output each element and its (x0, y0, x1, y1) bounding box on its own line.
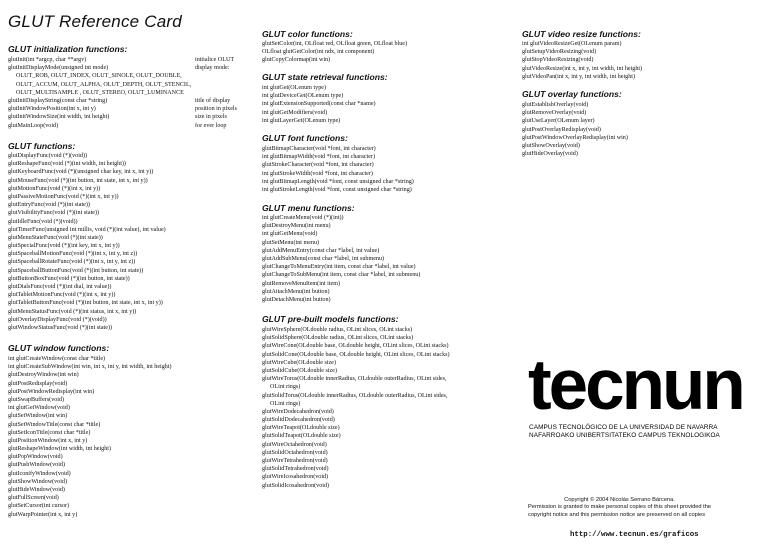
models-line: glutSolidIcosahedron(void) (262, 482, 330, 489)
window-line: glutReshapeWindow(int width, int height) (8, 446, 111, 453)
init-note (195, 89, 237, 97)
video-line: glutVideoPan(int x, int y, int width, int height) (522, 73, 635, 80)
init-line: glutMainLoop(void) (8, 122, 59, 129)
models-line: OLint rings) (270, 400, 301, 407)
glut-line: glutReshapeFunc(void (*)(int width, int height)) (8, 161, 126, 168)
tecnun-logo: tecnun (528, 346, 743, 425)
overlay-line: glutShowOverlay(void) (522, 142, 580, 149)
logo-subtitle-1: CAMPUS TECNOLÓGICO DE LA UNIVERSIDAD DE NAVARRA (529, 424, 718, 431)
init-note (195, 72, 237, 80)
models-line: glutWireSphere(OLdouble radius, OLint slices, OLint stacks) (262, 327, 413, 333)
section-title-window: GLUT window functions: (8, 343, 110, 353)
state-line: int glutExtensionSupported(const char *name) (262, 101, 376, 108)
video-list (522, 40, 642, 81)
models-line: glutWireIcosahedron(void) (262, 474, 329, 481)
window-line: glutWarpPointer(int x, int y) (8, 511, 78, 518)
window-line: glutDestroyWindow(int win) (8, 372, 79, 379)
state-line: int glutLayerGet(OLenum type) (262, 117, 341, 124)
overlay-line: glutRemoveOverlay(void) (522, 110, 587, 117)
website-link[interactable]: http://www.tecnun.es/graficos (570, 531, 699, 539)
models-list (262, 326, 450, 490)
menu-line: glutDetachMenu(int button) (262, 296, 331, 303)
models-line: glutWireDodecahedron(void) (262, 408, 334, 415)
overlay-line: glutPostWindowOverlayRedisplay(int win) (522, 134, 628, 141)
glut-line: glutButtonBoxFunc(void (*)(int button, int state)) (8, 275, 130, 282)
models-line: glutWireCone(OLdouble base, OLdouble height, OLint slices, OLint stacks) (262, 343, 449, 350)
glut-line: glutSpaceballMotionFunc(void (*)(int x, int y, int z)) (8, 251, 138, 258)
models-line: glutSolidCone(OLdouble base, OLdouble height, OLint slices, OLint stacks) (262, 351, 450, 358)
window-line: glutSetIconTitle(const char *title) (8, 429, 91, 436)
init-line: glutInitDisplayString(const char *string) (8, 97, 108, 104)
models-line: glutWireTeapot(OLdouble size) (262, 425, 340, 432)
models-line: glutSolidDodecahedron(void) (262, 417, 335, 424)
font-list (262, 145, 414, 194)
section-title-color: GLUT color functions: (262, 29, 353, 39)
overlay-line: glutEstablishOverlay(void) (522, 102, 589, 108)
glut-line: glutDialsFunc(void (*)(int dial, int value)) (8, 284, 112, 290)
overlay-line: glutPostOverlayRedisplay(void) (522, 126, 601, 133)
window-line: int glutCreateWindow(const char *title) (8, 356, 106, 362)
glut-line: glutSpecialFunc(void (*)(int key, int x, int y)) (8, 243, 120, 250)
state-line: int glutGet(OLenum type) (262, 85, 326, 91)
window-line: int glutGetWindow(void) (8, 405, 70, 412)
glut-line: glutMouseFunc(void (*)(int button, int state, int x, int y)) (8, 177, 148, 184)
glut-line: glutTabletButtonFunc(void (*)(int button, int state, int x, int y)) (8, 300, 163, 307)
state-list (262, 84, 376, 125)
models-line: glutWireCube(OLdouble size) (262, 359, 337, 366)
window-list (8, 355, 172, 519)
menu-line: glutAddMenuEntry(const char *label, int value) (262, 247, 380, 254)
init-note: initialice OLUT (195, 57, 235, 63)
page-title: GLUT Reference Card (8, 12, 182, 31)
window-line: glutHideWindow(void) (8, 487, 65, 493)
state-line: int glutGetModifiers(void) (262, 109, 328, 116)
init-note: display mode: (195, 65, 230, 72)
font-line: glutBitmapCharacter(void *font, int character) (262, 146, 376, 152)
window-line: glutPopWindow(void) (8, 454, 63, 461)
glut-line: glutSpaceballButtonFunc(void (*)(int button, int state)) (8, 267, 144, 274)
glut-line: glutEntryFunc(void (*)(int state)) (8, 202, 90, 209)
video-line: int glutVideoResizeGet(OLenum param) (522, 41, 622, 47)
copyright-line-1: Copyright © 2004 Nicolás Serrano Bárcena. (564, 497, 675, 503)
models-line: OLint rings) (270, 384, 301, 391)
init-note (195, 81, 237, 89)
init-line: glutInit(int *argcp, char **argv) (8, 57, 87, 63)
models-line: glutSolidTetrahedron(void) (262, 466, 329, 473)
window-line: glutShowWindow(void) (8, 478, 67, 485)
models-line: glutSolidTeapot(OLdouble size) (262, 433, 341, 440)
window-line: glutPositionWindow(int x, int y) (8, 437, 88, 444)
glut-line: glutKeyboardFunc(void (*)(unsigned char key, int x, int y)) (8, 169, 154, 176)
menu-line: glutChangeToSubMenu(int item, const char *label, int submenu) (262, 272, 421, 279)
video-line: glutStopVideoResizing(void) (522, 57, 594, 64)
copyright-line-3: copyright notice and this permission notice are preserved on all copies (528, 511, 706, 518)
menu-line: int glutGetMenu(void) (262, 231, 318, 238)
section-title-font: GLUT font functions: (262, 133, 348, 143)
color-list (262, 40, 407, 65)
menu-line: glutAttachMenu(int button) (262, 288, 330, 295)
font-line: int glutBitmapLength(void *font, const unsigned char *string) (262, 178, 414, 185)
video-line: glutSetupVideoResizing(void) (522, 49, 597, 56)
glut-line: glutMenuStateFunc(void (*)(int state)) (8, 234, 103, 241)
overlay-line: glutUseLayer(OLenum layer) (522, 118, 595, 125)
models-line: glutSolidOctahedron(void) (262, 449, 328, 456)
window-line: glutPostRedisplay(void) (8, 380, 68, 387)
menu-line: glutRemoveMenuItem(int item) (262, 280, 341, 287)
init-notes (195, 56, 237, 130)
init-note: size in pixels (195, 114, 227, 121)
color-line: glutSetColor(int, OLfloat red, OLfloat green, OLfloat blue) (262, 41, 408, 47)
models-line: glutWireTorus(OLdouble innerRadius, OLdouble outerRadius, OLint sides, (262, 376, 447, 383)
init-line: glutInitWindowSize(int width, int height) (8, 114, 110, 121)
models-line: glutWireOctahedron(void) (262, 441, 327, 448)
init-note: title of display (195, 97, 231, 104)
glut-line: glutWindowStatusFunc(void (*)(int state)) (8, 324, 113, 331)
menu-line: glutDestroyMenu(int menu) (262, 223, 331, 230)
section-title-overlay: GLUT overlay functions: (522, 89, 622, 99)
menu-line: int glutCreateMenu(void (*)(int)) (262, 215, 344, 221)
glut-line: glutDisplayFunc(void (*)(void)) (8, 153, 88, 159)
window-line: glutSetWindowTitle(const char *title) (8, 421, 101, 428)
video-line: glutVideoResize(int x, int y, int width, int height) (522, 65, 643, 72)
init-line: glutInitWindowPosition(int x, int y) (8, 106, 96, 113)
init-line: glutInitDisplayMode(unsigned int mode) (8, 65, 109, 72)
section-title-glut: GLUT functions: (8, 141, 76, 151)
overlay-list (522, 101, 628, 158)
section-title-init: GLUT initialization functions: (8, 44, 128, 54)
glut-line: glutOverlayDisplayFunc(void (*)(void)) (8, 316, 107, 323)
glut-line: glutPassiveMotionFunc(void (*)(int x, int y)) (8, 193, 119, 200)
font-line: int glutStrokeLength(void *font, const unsigned char *string) (262, 186, 412, 193)
models-line: glutSolidTorus(OLdouble innerRadius, OLdouble outerRadius, OLint sides, (262, 392, 448, 399)
init-line: OLUT_MULTISAMPLE , OLUT_STEREO, OLUT_LUMINANCE (16, 89, 184, 96)
models-line: glutSolidSphere(OLdouble radius, OLint slices, OLint stacks) (262, 335, 414, 342)
window-line: int glutCreateSubWindow(int win, int x, int y, int width, int height) (8, 364, 172, 371)
init-note: for ever loop (195, 122, 227, 129)
color-line: OLfloat glutGetColor(int ndx, int component) (262, 49, 375, 56)
section-title-video: GLUT video resize functions: (522, 29, 641, 39)
models-line: glutSolidCube(OLdouble size) (262, 367, 337, 374)
init-list (8, 56, 191, 130)
glut-line: glutTimerFunc(unsigned int millis, void (*)(int value), int value) (8, 226, 166, 233)
font-line: int glutBitmapWidth(void *font, int character) (262, 154, 375, 161)
color-line: glutCopyColormap(int win) (262, 57, 331, 64)
window-line: glutFullScreen(void) (8, 495, 59, 502)
section-title-models: GLUT pre-built models functions: (262, 314, 399, 324)
glut-list (8, 152, 166, 332)
state-line: int glutDeviceGet(OLenum type) (262, 93, 344, 100)
section-title-menu: GLUT menu functions: (262, 203, 355, 213)
menu-list (262, 214, 420, 304)
glut-line: glutSpaceballRotateFunc(void (*)(int x, int y, int z)) (8, 259, 136, 266)
window-line: glutPostWindowRedisplay(int win) (8, 388, 95, 395)
menu-line: glutChangeToMenuEntry(int item, const char *label, int value) (262, 264, 416, 271)
models-line: glutWireTetrahedron(void) (262, 458, 328, 464)
logo-subtitle-2: NAFARROAKO UNIBERTSITATEKO CAMPUS TEKNOLOGIKOA (529, 432, 720, 439)
glut-line: glutVisibilityFunc(void (*)(int state)) (8, 210, 100, 217)
font-line: glutStrokeCharacter(void *font, int character) (262, 162, 374, 169)
overlay-line: glutHideOverlay(void) (522, 151, 578, 158)
glut-line: glutIdleFunc(void (*)(void)) (8, 218, 78, 225)
init-line: OLUT_ROB, OLUT_INDEX, OLUT_SINOLE, OLUT_DOUBLE, (16, 73, 182, 80)
copyright-line-2: Permission is granted to make personal copies of this sheet provided the (528, 504, 712, 511)
menu-line: glutSetMenu(int menu) (262, 239, 320, 246)
menu-line: glutAddSubMenu(const char *label, int submenu) (262, 255, 385, 262)
window-line: glutIconifyWindow(void) (8, 470, 71, 477)
init-note: position in pixels (195, 106, 237, 113)
window-line: glutSetCursor(int cursor) (8, 503, 70, 510)
font-line: int glutStrokeWidth(void *font, int character) (262, 170, 373, 177)
copyright-block (528, 497, 711, 519)
glut-line: glutTabletMotionFunc(void (*)(int x, int y)) (8, 292, 116, 299)
window-line: glutSetWindow(int win) (8, 413, 68, 420)
glut-line: glutMotionFunc(void (*)(int x, int y)) (8, 185, 101, 192)
glut-line: glutMenuStatusFunc(void (*)(int status, int x, int y)) (8, 308, 137, 315)
window-line: glutSwapBuffers(void) (8, 396, 65, 403)
init-line: OLUT_ACCUM, OLUT_ALPHA, OLUT_DEPTH, OLUT_STENCIL, (16, 81, 192, 88)
window-line: glutPushWindow(void) (8, 462, 65, 469)
section-title-state: GLUT state retrieval functions: (262, 72, 388, 82)
